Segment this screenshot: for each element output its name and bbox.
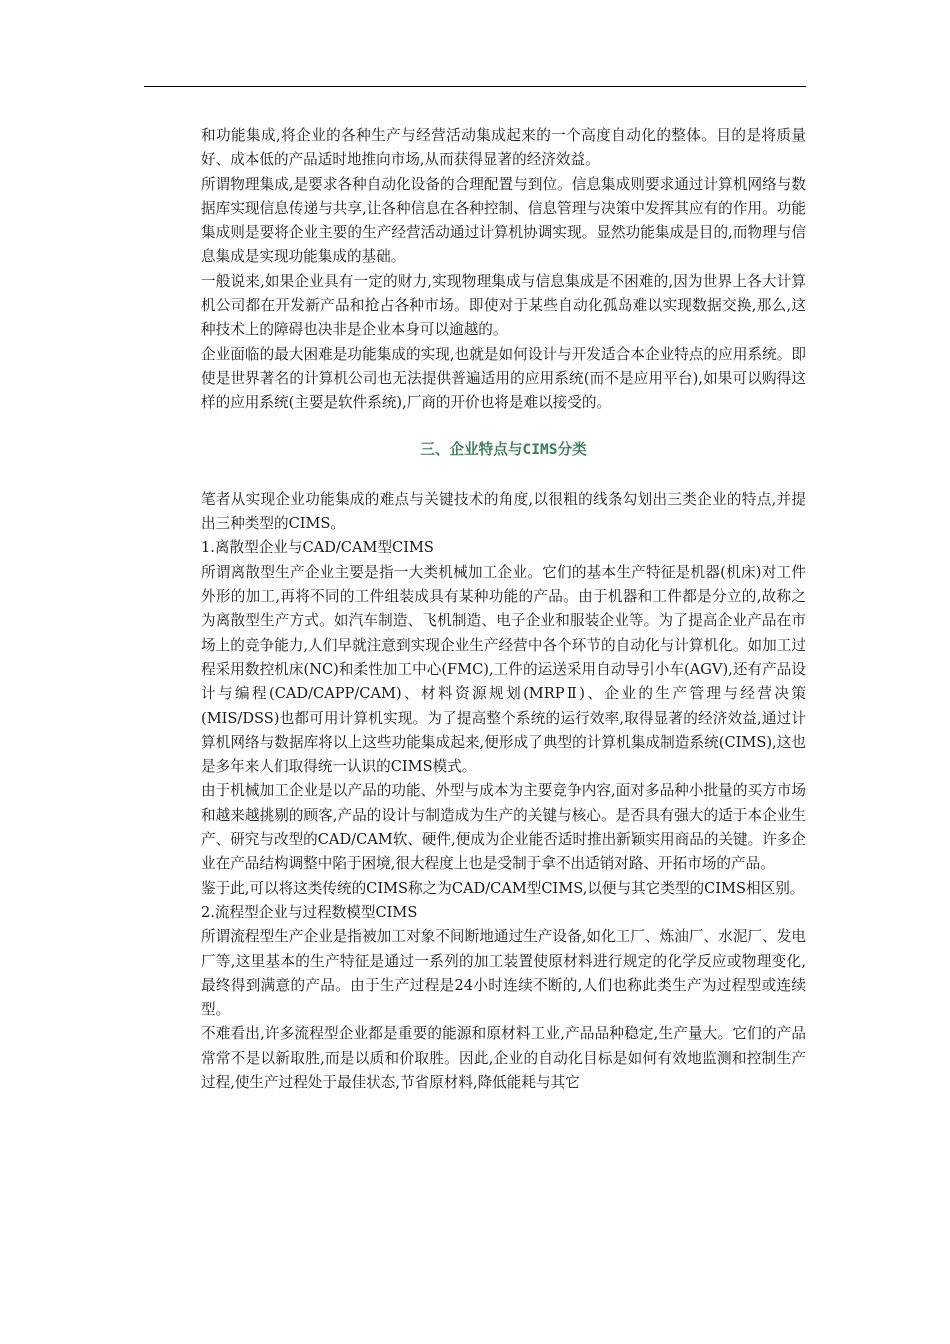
paragraph: 笔者从实现企业功能集成的难点与关键技术的角度,以很粗的线条勾划出三类企业的特点,并提出三种类型的CIMS。 <box>201 490 806 533</box>
paragraph: 和功能集成,将企业的各种生产与经营活动集成起来的一个高度自动化的整体。目的是将质量好、成本低的产品适时地推向市场,从而获得显著的经济效益。 <box>201 127 806 169</box>
paragraph: 鉴于此,可以将这类传统的CIMS称之为CAD/CAM型CIMS,以便与其它类型的CIMS相区别。 <box>201 879 805 897</box>
header-rule <box>144 86 806 87</box>
paragraph: 一般说来,如果企业具有一定的财力,实现物理集成与信息集成是不困难的,因为世界上各大计算机公司都在开发新产品和抢占各种市场。即使对于某些自动化孤岛难以实现数据交换,那么,这种技术上的障碍也决非是企业本身可以逾越的。 <box>201 272 806 339</box>
paragraph: 所谓离散型生产企业主要是指一大类机械加工企业。它们的基本生产特征是机器(机床)对工件外形的加工,再将不同的工件组装成具有某种功能的产品。由于机器和工件都是分立的,故称之为离散型生产方式。如汽车制造、飞机制造、电子企业和服装企业等。为了提高企业产品在市场上的竞争能力,人们早就注意到实现企业生产经营中各个环节的自动化与计算机化。如加工过程采用数控机床(NC)和柔性加工中心(FMC),工件的运送采用自动导引小车(AGV),还有产品设计与编程(CAD/CAPP/CAM)、材料资源规划(MRPⅡ)、企业的生产管理与经营决策(MIS/DSS)也都可用计算机实现。为了提高整个系统的运行效率,取得显著的经济效益,通过计算机网络与数据库将以上这些功能集成起来,便形成了典型的计算机集成制造系统(CIMS),这也是多年来人们取得统一认识的CIMS模式。 <box>201 563 806 776</box>
paragraph: 由于机械加工企业是以产品的功能、外型与成本为主要竞争内容,面对多品种小批量的买方市场和越来越挑剔的顾客,产品的设计与制造成为生产的关键与核心。是否具有强大的适于本企业生产、研究与改型的CAD/CAM软、硬件,便成为企业能否适时推出新颖实用商品的关键。许多企业在产品结构调整中陷于困境,很大程度上也是受制于拿不出适销对路、开拓市场的产品。 <box>201 782 806 873</box>
subheading: 1.离散型企业与CAD/CAM型CIMS <box>201 539 434 557</box>
body-text <box>201 124 806 1095</box>
paragraph: 所谓流程型生产企业是指被加工对象不间断地通过生产设备,如化工厂、炼油厂、水泥厂、发电厂等,这里基本的生产特征是通过一系列的加工装置使原材料进行规定的化学反应或物理变化,最终得到满意的产品。由于生产过程是24小时连续不断的,人们也称此类生产为过程型或连续型。 <box>201 928 806 1019</box>
paragraph: 不难看出,许多流程型企业都是重要的能源和原材料工业,产品品种稳定,生产量大。它们的产品常常不是以新取胜,而是以质和价取胜。因此,企业的自动化目标是如何有效地监测和控制生产过程,使生产过程处于最佳状态,节省原材料,降低能耗与其它 <box>201 1025 806 1091</box>
paragraph: 所谓物理集成,是要求各种自动化设备的合理配置与到位。信息集成则要求通过计算机网络与数据库实现信息传递与共享,让各种信息在各种控制、信息管理与决策中发挥其应有的作用。功能集成则是要将企业主要的生产经营活动通过计算机协调实现。显然功能集成是目的,而物理与信息集成是实现功能集成的基础。 <box>201 175 806 266</box>
subheading: 2.流程型企业与过程数模型CIMS <box>201 903 418 921</box>
paragraph: 企业面临的最大困难是功能集成的实现,也就是如何设计与开发适合本企业特点的应用系统。即使是世界著名的计算机公司也无法提供普遍适用的应用系统(而不是应用平台),如果可以购得这样的应用系统(主要是软件系统),厂商的开价也将是难以接受的。 <box>201 345 806 412</box>
section-heading: 三、企业特点与CIMS分类 <box>420 440 587 458</box>
